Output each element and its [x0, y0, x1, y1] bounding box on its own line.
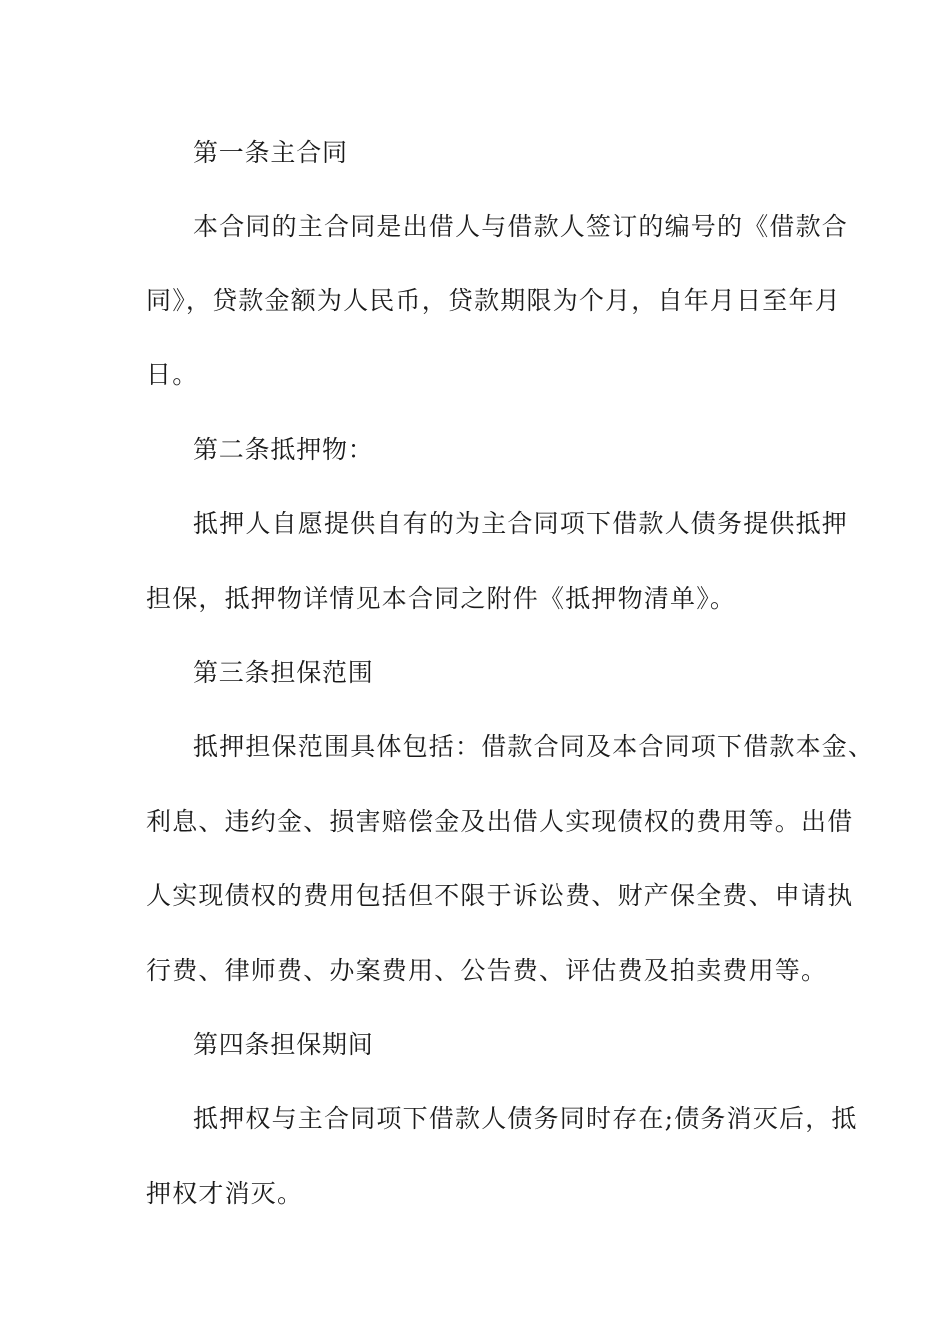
section-2-heading: 第二条抵押物： [193, 435, 374, 464]
section-4-line-1: 抵押权与主合同项下借款人债务同时存在;债务消灭后，抵 [193, 1104, 858, 1133]
section-1-line-2: 同》，贷款金额为人民币，贷款期限为个月，自年月日至年月 [146, 286, 841, 315]
section-3-heading: 第三条担保范围 [193, 658, 374, 687]
section-1-line-3: 日。 [146, 360, 199, 389]
section-3-line-4: 行费、律师费、办案费用、公告费、评估费及拍卖费用等。 [146, 956, 828, 985]
section-4-line-2: 押权才消灭。 [146, 1179, 304, 1208]
section-3-line-3: 人实现债权的费用包括但不限于诉讼费、财产保全费、申请执 [146, 881, 854, 910]
section-1-heading: 第一条主合同 [193, 138, 348, 167]
section-4-heading: 第四条担保期间 [193, 1030, 374, 1059]
section-2-line-2: 担保，抵押物详情见本合同之附件《抵押物清单》。 [146, 584, 737, 613]
section-3-line-2: 利息、违约金、损害赔偿金及出借人实现债权的费用等。出借 [146, 807, 854, 836]
section-3-line-1: 抵押担保范围具体包括：借款合同及本合同项下借款本金、 [193, 732, 875, 761]
section-2-line-1: 抵押人自愿提供自有的为主合同项下借款人债务提供抵押 [193, 509, 849, 538]
section-1-line-1: 本合同的主合同是出借人与借款人签订的编号的《借款合 [193, 212, 849, 241]
